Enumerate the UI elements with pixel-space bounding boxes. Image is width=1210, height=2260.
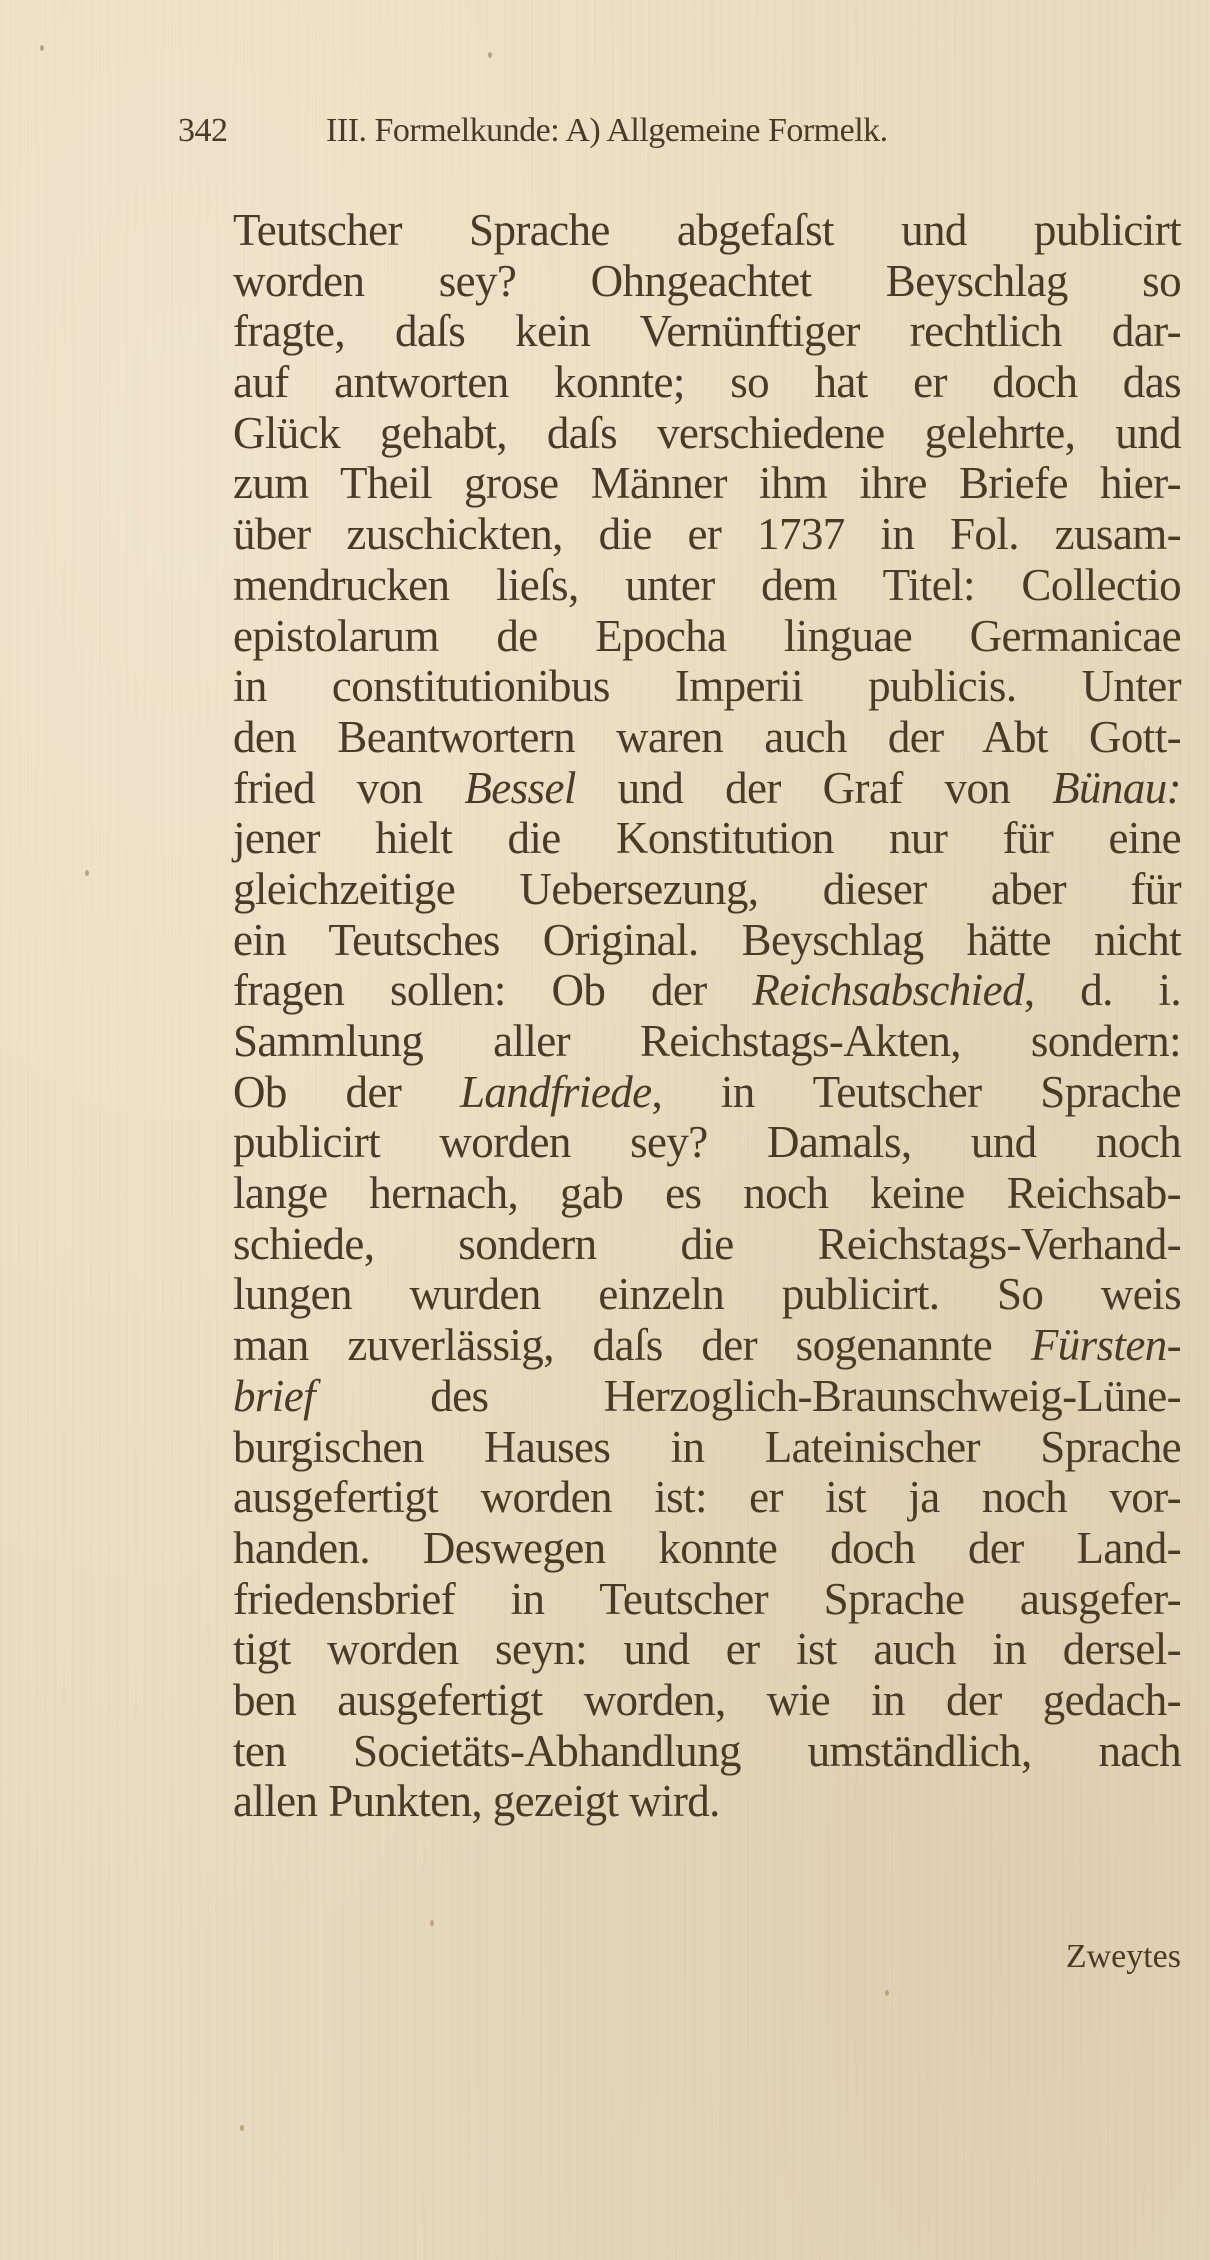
text-line (233, 408, 1181, 459)
paper-speck (885, 1990, 889, 1996)
text-segment: den Beantwortern waren auch der Abt Gott- (233, 711, 1181, 762)
text-line (233, 205, 1181, 256)
paper-speck (85, 870, 89, 876)
page-number: 342 (178, 112, 228, 149)
text-line (233, 864, 1181, 915)
text-line (233, 458, 1181, 509)
text-line (233, 611, 1181, 662)
text-line (233, 1675, 1181, 1726)
italic-term: Reichsabschied (752, 965, 1024, 1016)
text-segment: burgischen Hauses in Lateinischer Sprache (233, 1421, 1181, 1472)
text-segment: ein Teutsches Original. Beyschlag hätte nicht (233, 914, 1181, 965)
text-line (233, 1067, 1181, 1118)
text-line (233, 965, 1181, 1016)
text-line (233, 1422, 1181, 1473)
text-segment: friedensbrief in Teutscher Sprache ausgefer- (233, 1573, 1181, 1624)
text-line (233, 763, 1181, 814)
paper-speck (40, 45, 44, 51)
running-header (178, 112, 888, 150)
paper-speck (240, 2125, 244, 2131)
text-line (233, 1016, 1181, 1067)
text-line (233, 256, 1181, 307)
body-text (233, 205, 1181, 1827)
text-line (233, 306, 1181, 357)
text-segment: , in Teutscher Sprache (651, 1066, 1181, 1117)
text-segment: fragen sollen: Ob der (233, 965, 753, 1016)
text-segment: schiede, sondern die Reichstags-Verhand- (233, 1218, 1181, 1269)
text-segment: Ob der (233, 1066, 460, 1117)
text-line (233, 560, 1181, 611)
text-segment: handen. Deswegen konnte doch der Land- (233, 1522, 1181, 1573)
text-line (233, 1320, 1181, 1371)
paper-speck (488, 52, 492, 58)
text-line (233, 915, 1181, 966)
text-segment: des Herzoglich-Braunschweig-Lüne- (315, 1370, 1181, 1421)
paper-speck (430, 1920, 434, 1926)
text-line (233, 712, 1181, 763)
text-segment: allen Punkten, gezeigt wird. (233, 1776, 720, 1827)
text-line (233, 357, 1181, 408)
text-segment: lange hernach, gab es noch keine Reichsab- (233, 1168, 1181, 1219)
text-segment: Glück gehabt, daſs verschiedene gelehrte, und (233, 407, 1181, 458)
text-segment: fragte, daſs kein Vernünftiger rechtlich dar- (233, 306, 1181, 357)
text-segment: publicirt worden sey? Damals, und noch (233, 1117, 1181, 1168)
text-line (233, 661, 1181, 712)
text-segment: ten Societäts-Abhandlung umständlich, nach (233, 1725, 1181, 1776)
text-segment: zum Theil grose Männer ihm ihre Briefe hier- (233, 458, 1181, 509)
text-segment: in constitutionibus Imperii publicis. Unter (233, 661, 1181, 712)
text-line (233, 1117, 1181, 1168)
text-line (233, 1168, 1181, 1219)
text-line (233, 1472, 1181, 1523)
text-line (233, 1523, 1181, 1574)
italic-term: Fürsten- (1030, 1320, 1181, 1371)
text-line (233, 1371, 1181, 1422)
italic-term: Bünau: (1052, 762, 1181, 813)
text-segment: über zuschickten, die er 1737 in Fol. zusam- (233, 509, 1181, 560)
text-line (233, 1219, 1181, 1270)
text-segment: lungen wurden einzeln publicirt. So weis (233, 1269, 1181, 1320)
text-line (233, 509, 1181, 560)
italic-term: brief (233, 1370, 315, 1421)
text-line (233, 1624, 1181, 1675)
text-segment: ben ausgefertigt worden, wie in der gedach- (233, 1674, 1181, 1725)
text-segment: epistolarum de Epocha linguae Germanicae (233, 610, 1181, 661)
text-segment: und der Graf von (575, 762, 1053, 813)
text-line (233, 1574, 1181, 1625)
text-line (233, 813, 1181, 864)
text-segment: jener hielt die Konstitution nur für eine (233, 813, 1181, 864)
text-line (233, 1726, 1181, 1777)
catchword: Zweytes (1065, 1938, 1181, 1975)
italic-term: Landfriede (459, 1066, 652, 1117)
text-line (233, 1776, 1181, 1827)
text-segment: fried von (233, 762, 465, 813)
text-segment: mendrucken lieſs, unter dem Titel: Collectio (233, 559, 1181, 610)
text-segment: man zuverlässig, daſs der sogenannte (233, 1320, 1031, 1371)
text-segment: tigt worden seyn: und er ist auch in dersel- (233, 1624, 1181, 1675)
italic-term: Bessel (464, 762, 576, 813)
text-line (233, 1269, 1181, 1320)
text-segment: Sammlung aller Reichstags-Akten, sondern: (233, 1016, 1181, 1066)
text-segment: worden sey? Ohngeachtet Beyschlag so (233, 255, 1181, 306)
text-segment: auf antworten konnte; so hat er doch das (233, 357, 1181, 408)
text-segment: , d. i. (1023, 965, 1181, 1016)
text-segment: gleichzeitige Uebersezung, dieser aber für (233, 863, 1181, 914)
text-segment: ausgefertigt worden ist: er ist ja noch vor- (233, 1472, 1181, 1523)
running-title: III. Formelkunde: A) Allgemeine Formelk. (326, 112, 888, 149)
text-segment: Teutscher Sprache abgefaſst und publicirt (233, 205, 1181, 255)
